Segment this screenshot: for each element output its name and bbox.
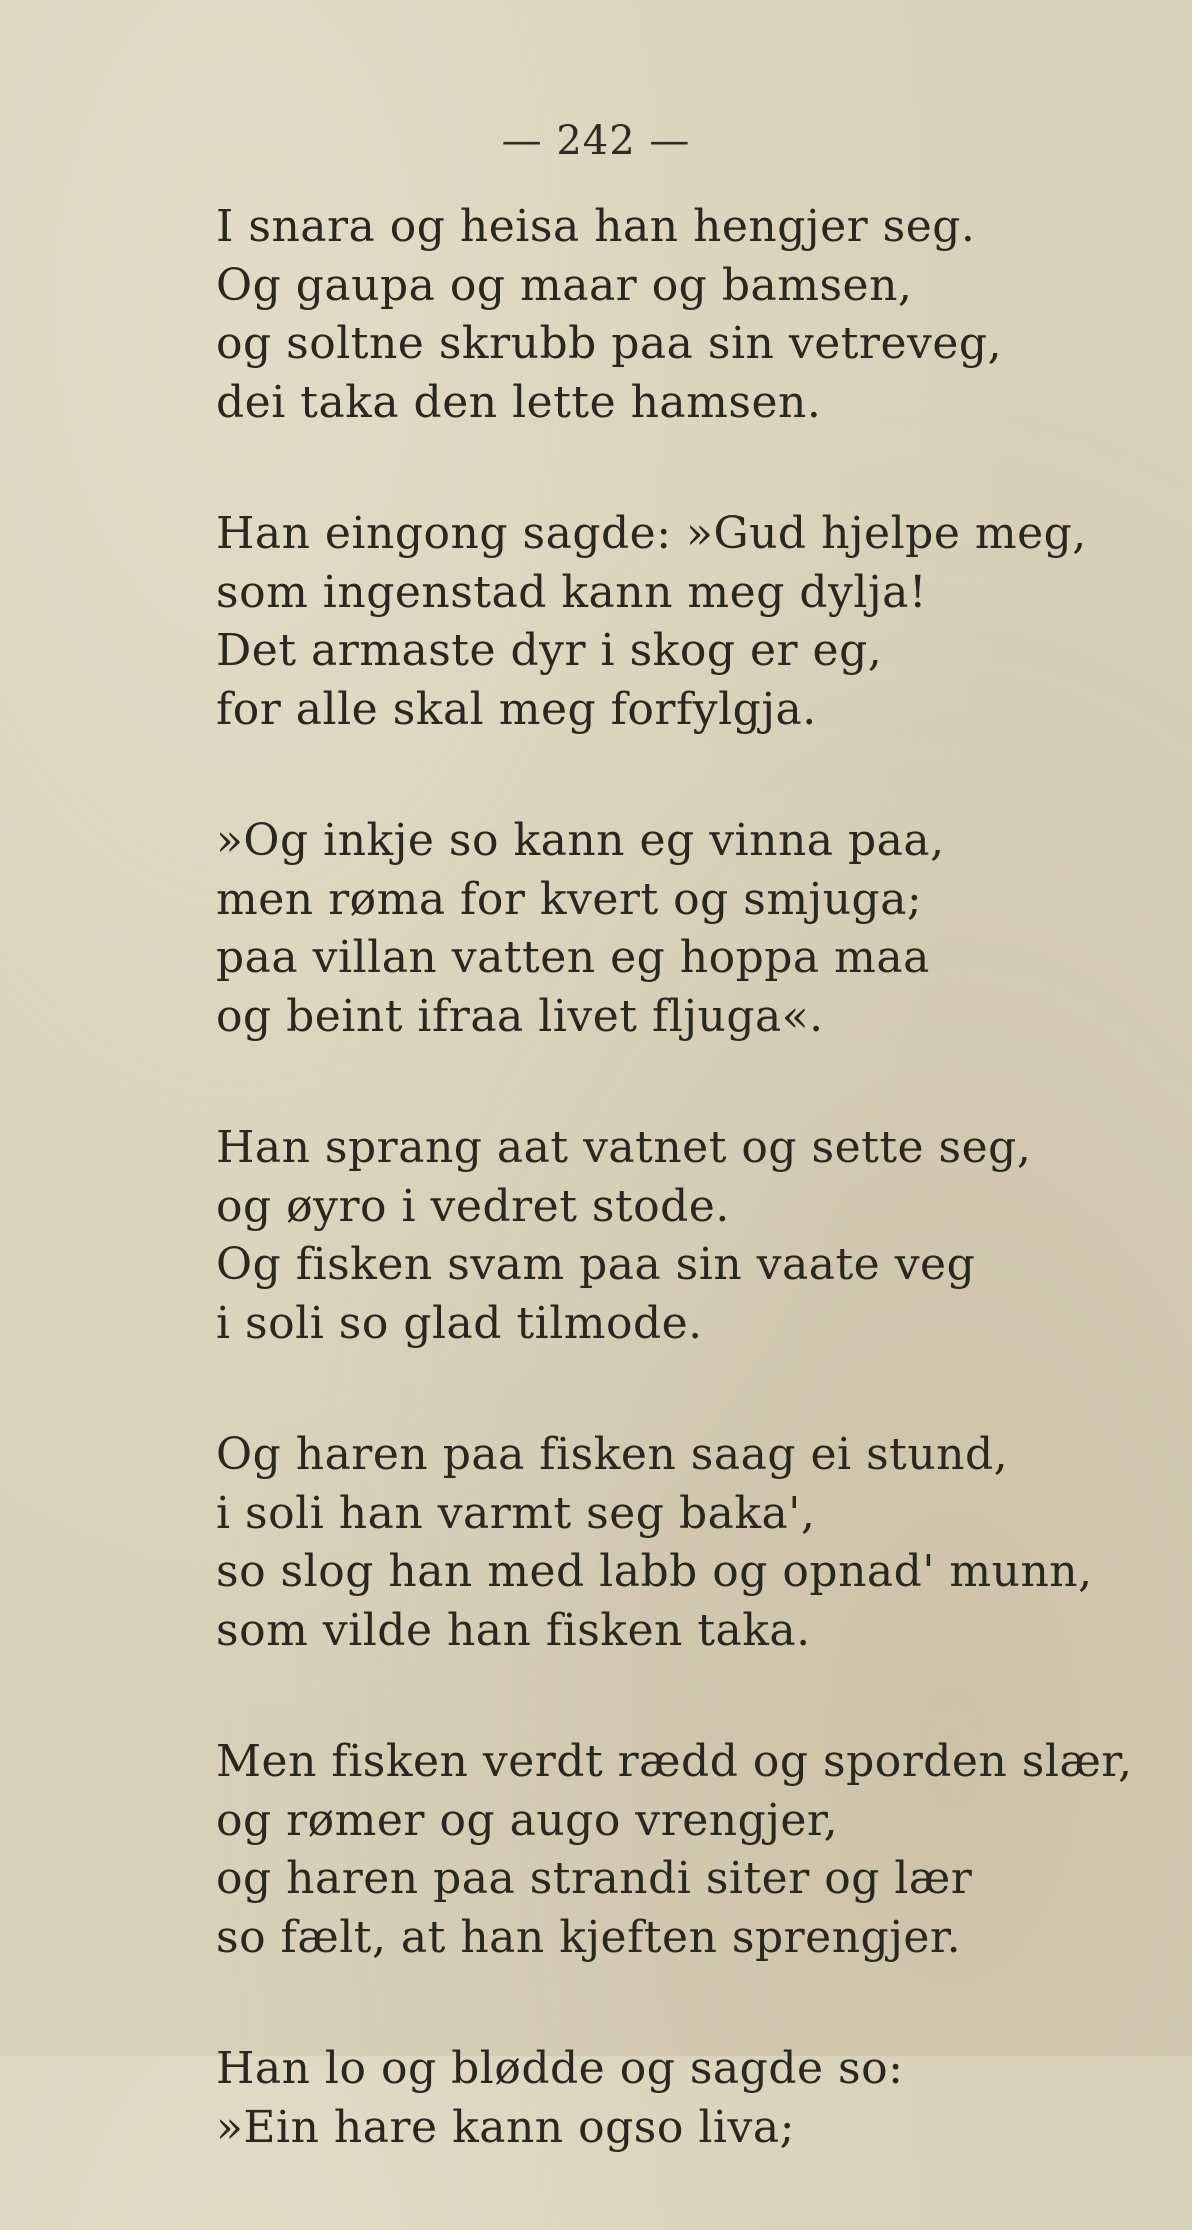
poem-line: i soli han varmt seg baka', (216, 1487, 816, 1539)
poem-line: og øyro i vedret stode. (216, 1180, 730, 1232)
poem-line: og rømer og augo vrengjer, (216, 1794, 839, 1846)
poem-line: paa villan vatten eg hoppa maa (216, 932, 930, 983)
poem-line: som ingenstad kann meg dylja! (216, 566, 928, 618)
poem-line: Men fisken verdt rædd og sporden slær, (216, 1736, 1133, 1787)
poem-line: i soli so glad tilmode. (216, 1297, 703, 1349)
poem-line: Og gaupa og maar og bamsen, (216, 259, 913, 311)
poem-line: Han lo og blødde og sagde so: (216, 2043, 904, 2094)
poem-line: som vilde han fisken taka. (216, 1604, 811, 1656)
poem-line: og haren paa strandi siter og lær (216, 1853, 973, 1904)
poem-line: og soltne skrubb paa sin vetreveg, (216, 318, 1003, 369)
poem-line: »Ein hare kann ogso liva; (216, 2101, 795, 2153)
page-number: — 242 — (501, 118, 691, 164)
stanza-2 (216, 505, 1116, 739)
poem (216, 198, 1133, 2230)
poem-line: dei taka den lette hamsen. (216, 376, 822, 428)
poem-line: men røma for kvert og smjuga; (216, 873, 923, 925)
poem-line: Og haren paa fisken saag ei stund, (216, 1429, 1009, 1480)
poem-line: Han eingong sagde: »Gud hjelpe meg, (216, 508, 1087, 559)
stanza-3 (216, 812, 1116, 1046)
poem-line: og beint ifraa livet fljuga«. (216, 990, 824, 1042)
stanza-6 (216, 1733, 1133, 1967)
poem-line: I snara og heisa han hengjer seg. (216, 201, 976, 252)
poem-line: Det armaste dyr i skog er eg, (216, 625, 883, 676)
stanza-7 (216, 2040, 1116, 2157)
stanza-4 (216, 1119, 1116, 1353)
stanza-1 (216, 198, 1116, 432)
poem-line: so fælt, at han kjeften sprengjer. (216, 1911, 962, 1963)
poem-line: Og fisken svam paa sin vaate veg (216, 1239, 976, 1290)
poem-line: Han sprang aat vatnet og sette seg, (216, 1122, 1032, 1173)
poem-line: so slog han med labb og opnad' munn, (216, 1546, 1093, 1597)
poem-line: for alle skal meg forfylgja. (216, 683, 817, 735)
stanza-5 (216, 1426, 1116, 1660)
poem-line: »Og inkje so kann eg vinna paa, (216, 815, 945, 866)
